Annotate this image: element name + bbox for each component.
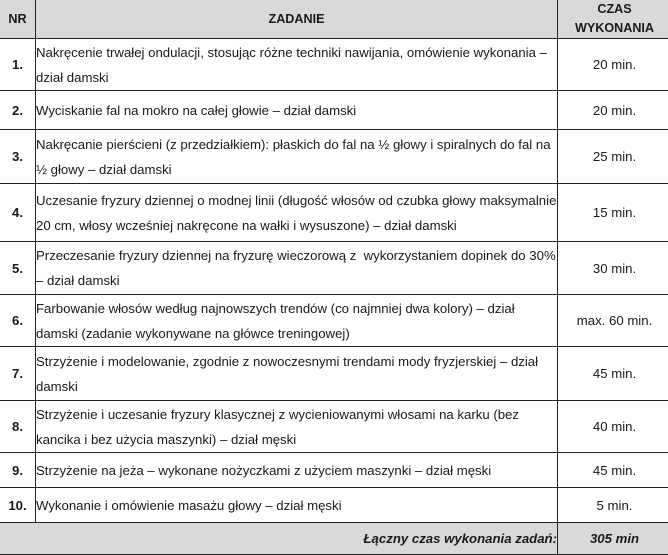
row-task: Strzyżenie i uczesanie fryzury klasycznej z wycieniowanymi włosami na karku (bez kancika i bez użycia maszynki) – dział męski [36,401,558,453]
table-row [0,91,668,130]
row-time: 45 min. [558,347,668,401]
header-time-line2: WYKONANIA [575,21,654,35]
row-time: 15 min. [558,184,668,242]
row-task: Uczesanie fryzury dziennej o modnej linii (długość włosów od czubka głowy maksymalnie 20 cm, włosy wcześniej nakręcone na wałki i wysuszone) – dział damski [36,184,558,242]
row-time: 20 min. [558,39,668,91]
table-header-row [0,0,668,39]
row-time: 5 min. [558,488,668,523]
row-time: 20 min. [558,91,668,130]
total-label: Łączny czas wykonania zadań: [0,523,558,555]
row-number: 9. [0,453,36,488]
row-task: Nakręcenie trwałej ondulacji, stosując różne techniki nawijania, omówienie wykonania – dział damski [36,39,558,91]
table-row [0,401,668,453]
row-task: Wyciskanie fal na mokro na całej głowie – dział damski [36,91,558,130]
table-row [0,184,668,242]
row-number: 10. [0,488,36,523]
table-row [0,242,668,295]
row-number: 1. [0,39,36,91]
row-number: 5. [0,242,36,295]
row-time: max. 60 min. [558,295,668,347]
header-time [558,0,668,39]
row-number: 6. [0,295,36,347]
row-time: 40 min. [558,401,668,453]
row-task: Przeczesanie fryzury dziennej na fryzurę wieczorową z wykorzystaniem dopinek do 30% – dział damski [36,242,558,295]
table-row [0,488,668,523]
row-number: 2. [0,91,36,130]
row-number: 3. [0,130,36,184]
row-task: Strzyżenie na jeża – wykonane nożyczkami z użyciem maszynki – dział męski [36,453,558,488]
row-number: 8. [0,401,36,453]
table-row [0,295,668,347]
row-task: Nakręcanie pierścieni (z przedziałkiem): płaskich do fal na ½ głowy i spiralnych do fal na ½ głowy – dział damski [36,130,558,184]
row-task: Farbowanie włosów według najnowszych trendów (co najmniej dwa kolory) – dział damski (zadanie wykonywane na główce treningowej) [36,295,558,347]
row-time: 25 min. [558,130,668,184]
row-number: 4. [0,184,36,242]
header-task: ZADANIE [36,0,558,39]
row-number: 7. [0,347,36,401]
table-row [0,130,668,184]
table-row [0,453,668,488]
total-value: 305 min [558,523,668,555]
row-time: 45 min. [558,453,668,488]
row-task: Strzyżenie i modelowanie, zgodnie z nowoczesnymi trendami mody fryzjerskiej – dział damski [36,347,558,401]
table-row [0,347,668,401]
total-row [0,523,668,555]
header-nr: NR [0,0,36,39]
table-row [0,39,668,91]
header-time-line1: CZAS [597,2,631,16]
row-task: Wykonanie i omówienie masażu głowy – dział męski [36,488,558,523]
row-time: 30 min. [558,242,668,295]
